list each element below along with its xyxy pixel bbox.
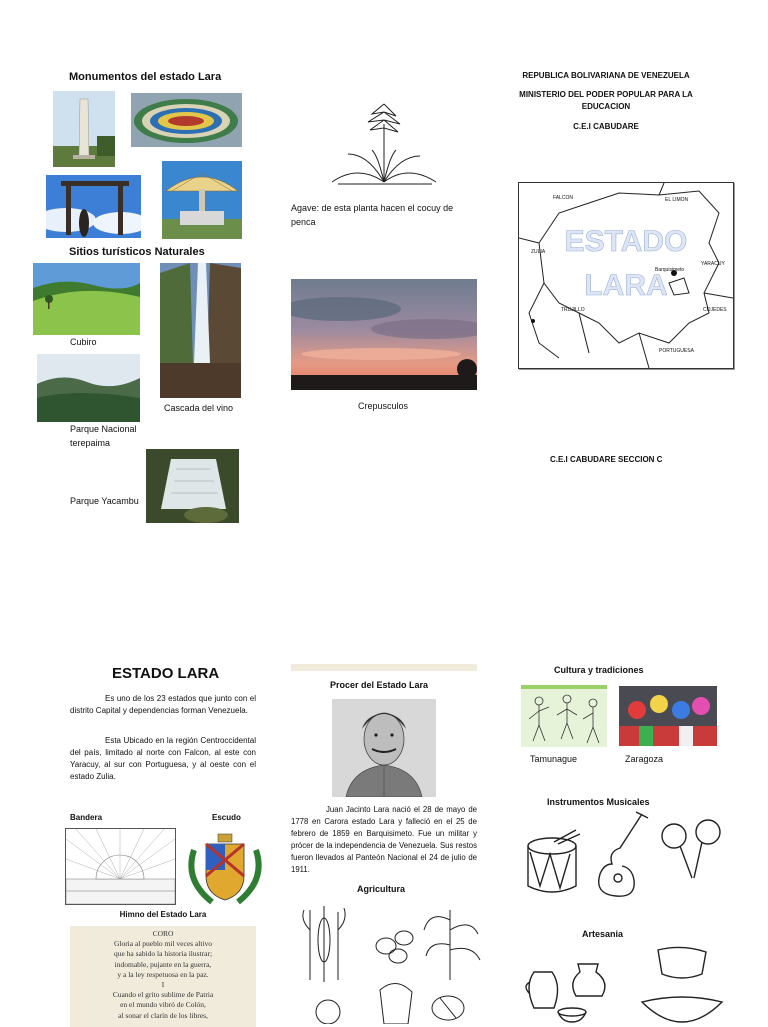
himno-line: CORO xyxy=(152,929,174,938)
lara-map xyxy=(518,182,734,369)
crepusculo-photo xyxy=(291,279,477,390)
terepaima-label-1: Parque Nacional xyxy=(70,424,137,434)
map-label-falcon: FALCON xyxy=(553,195,574,201)
yacambu-photo xyxy=(146,449,239,523)
map-label-yaracuy: YARACUY xyxy=(701,261,725,267)
header-line-4: C.E.I CABUDARE xyxy=(573,122,639,131)
himno-line: y a la ley respetuosa en la paz. xyxy=(117,969,209,979)
cultura-title: Cultura y tradiciones xyxy=(554,665,644,675)
himno-line: Cuando el grito sublime de Patria xyxy=(112,990,214,1000)
himno-line: Gloria al pueblo mil veces altivo xyxy=(113,939,213,949)
escudo-image xyxy=(182,830,268,910)
bandera-image xyxy=(65,828,176,905)
header-line-1: REPUBLICA BOLIVARIANA DE VENEZUELA xyxy=(522,71,690,80)
agave-drawing xyxy=(328,94,440,190)
header-line-2: MINISTERIO DEL PODER POPULAR PARA LA xyxy=(519,90,693,99)
intro-paragraph: Es uno de los 23 estados que junto con el distrito Capital y dependencias forman Venezuela. xyxy=(70,694,256,715)
himno-lyrics xyxy=(70,926,256,1027)
decorative-bar xyxy=(291,664,477,671)
monument-sombrilla-photo xyxy=(162,161,242,239)
agave-text-1: Agave: de esta planta hacen el cocuy de xyxy=(291,203,454,213)
agricultura-drawing xyxy=(300,900,486,1024)
procer-paragraph: Juan Jacinto Lara nació el 28 de mayo de 1778 en Carora estado Lara y falleció en el 25 de febrero de 1859 en Barquisimeto. Fue un militar y prócer de la independencia de Venezuela. Sus restos fueron llevados al Panteón Nacional el 24 de julio de 1911. xyxy=(291,805,477,874)
map-title-lara: LARA xyxy=(584,269,668,302)
procer-portrait xyxy=(332,699,436,797)
terepaima-label-2: terepaima xyxy=(70,438,111,448)
himno-line: que ha sabido la historia ilustrar; xyxy=(113,949,213,959)
map-label-cojedes: COJEDES xyxy=(703,307,727,313)
agricultura-title: Agricultura xyxy=(357,884,406,894)
natural-sites-title: Sitios turísticos Naturales xyxy=(69,246,205,258)
artesania-title: Artesania xyxy=(582,929,624,939)
himno-line: I xyxy=(161,980,165,990)
obelisk-photo xyxy=(53,91,115,167)
monuments-title: Monumentos del estado Lara xyxy=(69,71,222,83)
cubiro-photo xyxy=(33,263,140,335)
monument-arch-photo xyxy=(46,175,141,238)
tamunague-image xyxy=(521,685,607,747)
tamunague-label: Tamunague xyxy=(530,754,578,764)
map-label-zulia: ZULIA xyxy=(531,249,546,255)
map-label-portuguesa: PORTUGUESA xyxy=(659,348,694,354)
cascada-photo xyxy=(160,263,241,398)
map-label-barquisimeto: Barquisimeto xyxy=(655,267,685,273)
cubiro-label: Cubiro xyxy=(70,337,97,347)
terepaima-photo xyxy=(37,354,140,422)
escudo-label: Escudo xyxy=(212,813,241,822)
section-c-label: C.E.I CABUDARE SECCION C xyxy=(550,455,663,464)
zaragoza-label: Zaragoza xyxy=(625,754,664,764)
instrumentos-drawing xyxy=(524,808,724,908)
yacambu-label: Parque Yacambu xyxy=(70,496,139,506)
himno-line: indomable, pujante en la guerra, xyxy=(114,959,212,969)
cascada-label: Cascada del vino xyxy=(164,403,234,413)
monument-circle-photo xyxy=(131,93,242,147)
himno-line: al sonar el clarín de los libres, xyxy=(118,1010,208,1020)
estado-lara-title: ESTADO LARA xyxy=(112,665,220,682)
map-title-estado: ESTADO xyxy=(564,225,688,258)
procer-title: Procer del Estado Lara xyxy=(330,680,429,690)
location-paragraph: Esta Ubicado en la región Centroccidental del país, limitado al norte con Falcon, al este con Yaracuy, al sur con Portuguesa, y al oeste con el estado Zulia. xyxy=(70,736,256,781)
instrumentos-title: Instrumentos Musicales xyxy=(547,797,650,807)
himno-title: Himno del Estado Lara xyxy=(119,910,207,919)
header-line-3: EDUCACION xyxy=(581,102,631,111)
artesania-drawing xyxy=(522,942,726,1024)
crepusculos-label: Crepusculos xyxy=(358,401,409,411)
zaragoza-image xyxy=(619,686,717,746)
map-label-trujillo: TRUJILLO xyxy=(561,307,585,313)
agave-text-2: penca xyxy=(291,217,316,227)
map-label-el-limon: EL LIMON xyxy=(665,197,689,203)
bandera-label: Bandera xyxy=(70,813,103,822)
himno-line: en el mundo vibró de Colón, xyxy=(120,1000,206,1010)
